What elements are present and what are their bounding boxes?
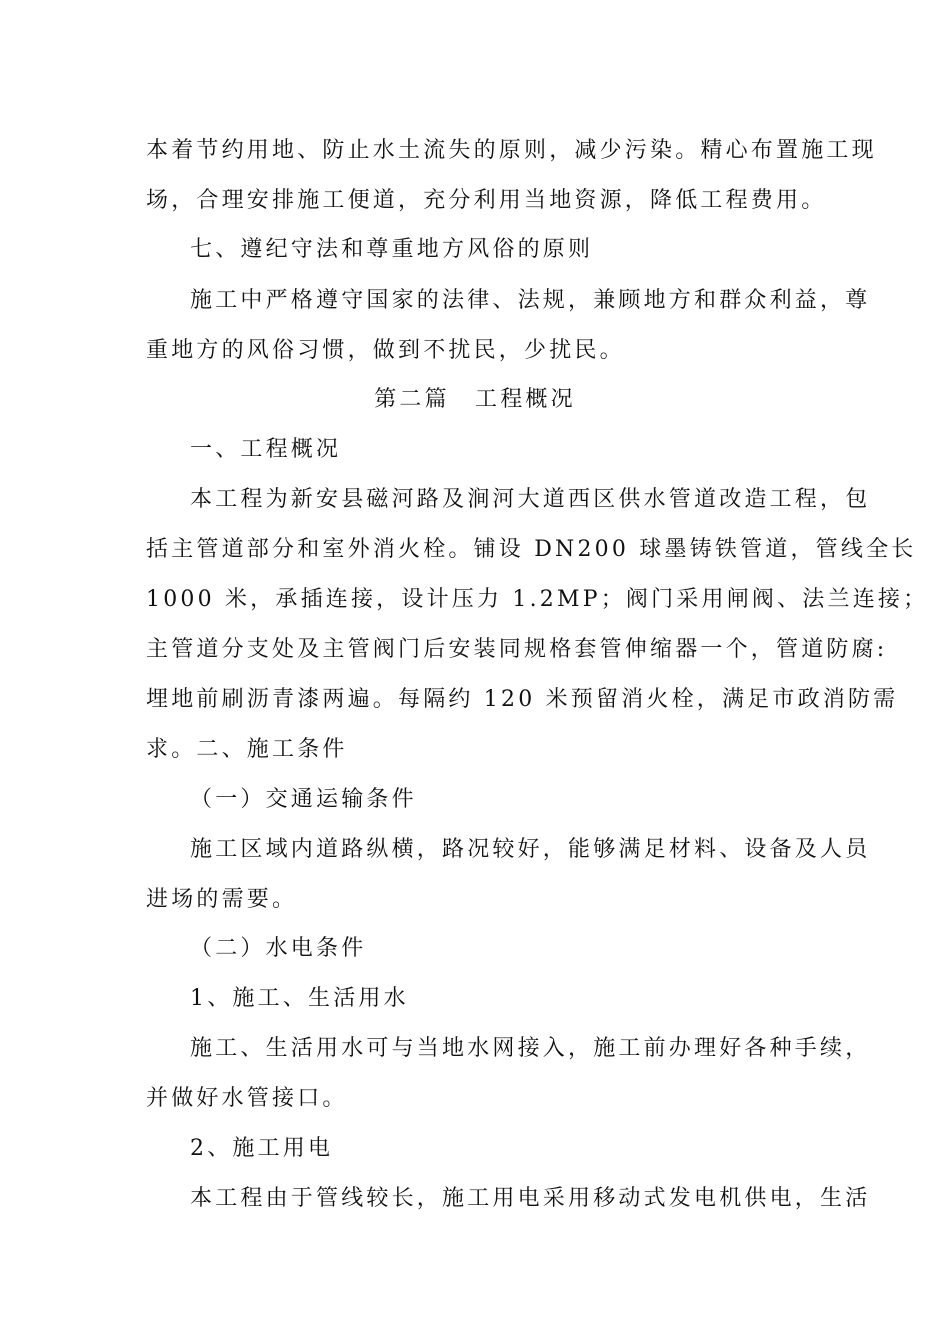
paragraph-line-7: 1000 米，承插连接，设计压力 1.2MP；阀门采用闸阀、法兰连接； (146, 587, 929, 612)
paragraph-line-15: 本工程由于管线较长，施工用电采用移动式发电机供电，生活 (190, 1186, 871, 1211)
paragraph-line-9: 埋地前刷沥青漆两遍。每隔约 120 米预留消火栓，满足市政消防需 (146, 687, 899, 712)
section-heading-7: 七、遵纪守法和尊重地方风俗的原则 (190, 237, 594, 262)
paragraph-line-11: 施工区域内道路纵横，路况较好，能够满足材料、设备及人员 (190, 837, 871, 862)
paragraph-line-13: 施工、生活用水可与当地水网接入，施工前办理好各种手续， (190, 1036, 871, 1061)
section-heading-1: 一、工程概况 (190, 437, 342, 462)
item-heading-1: 1、施工、生活用水 (190, 986, 409, 1011)
paragraph-line-3: 施工中严格遵守国家的法律、法规，兼顾地方和群众利益，尊 (190, 288, 871, 313)
paragraph-line-1: 本着节约用地、防止水土流失的原则，减少污染。精心布置施工现 (146, 138, 877, 163)
subsection-heading-1: （一）交通运输条件 (190, 787, 417, 812)
paragraph-line-14: 并做好水管接口。 (146, 1086, 348, 1111)
paragraph-line-6: 括主管道部分和室外消火栓。铺设 DN200 球墨铸铁管道，管线全长 (146, 537, 917, 562)
paragraph-line-10: 求。二、施工条件 (146, 737, 348, 762)
chapter-title: 第二篇 工程概况 (374, 387, 576, 412)
paragraph-line-5: 本工程为新安县磁河路及涧河大道西区供水管道改造工程，包 (190, 487, 871, 512)
subsection-heading-2: （二）水电条件 (190, 936, 367, 961)
paragraph-line-12: 进场的需要。 (146, 887, 298, 912)
paragraph-line-8: 主管道分支处及主管阀门后安装同规格套管伸缩器一个，管道防腐: (146, 637, 888, 662)
paragraph-line-2: 场，合理安排施工便道，充分利用当地资源，降低工程费用。 (146, 188, 827, 213)
item-heading-2: 2、施工用电 (190, 1136, 334, 1161)
paragraph-line-4: 重地方的风俗习惯，做到不扰民，少扰民。 (146, 338, 625, 363)
